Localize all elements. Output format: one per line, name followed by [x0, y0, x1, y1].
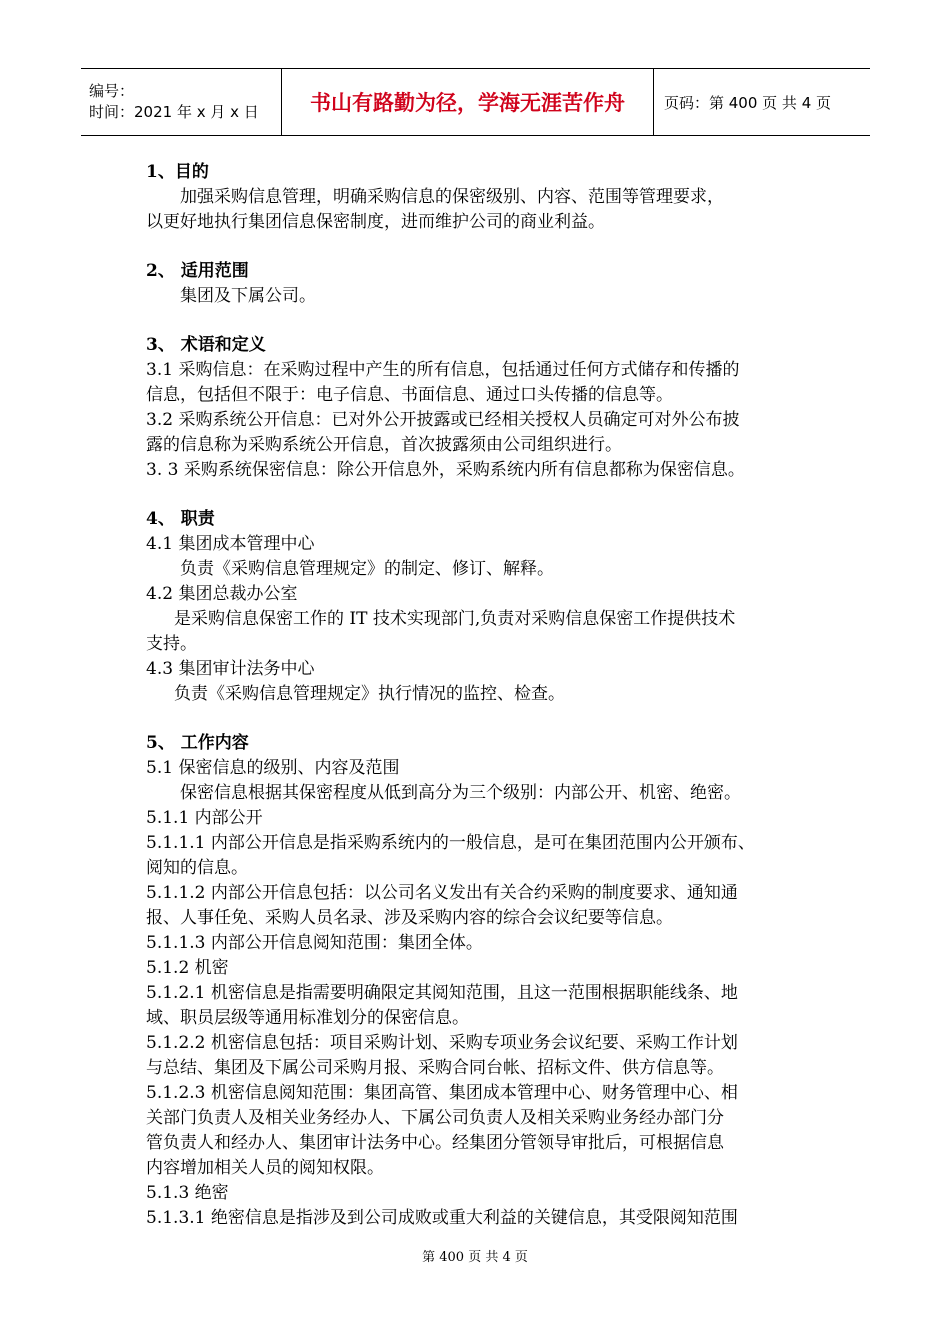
text-line: 信息，包括但不限于：电子信息、书面信息、通过口头传播的信息等。: [146, 385, 673, 405]
header-meta: [81, 69, 282, 135]
text-line: 4.1 集团成本管理中心: [146, 534, 315, 554]
text-line: 4.3 集团审计法务中心: [146, 659, 315, 679]
text-line: 保密信息根据其保密程度从低到高分为三个级别：内部公开、机密、绝密。: [180, 783, 741, 803]
text-line: 露的信息称为采购系统公开信息，首次披露须由公司组织进行。: [146, 435, 622, 455]
text-line: 5.1.1.2 内部公开信息包括：以公司名义发出有关合约采购的制度要求、通知通: [146, 883, 738, 903]
document-date: 时间：2021 年 x 月 x 日: [89, 103, 259, 121]
paragraph-gap: [146, 483, 826, 507]
text-line: 以更好地执行集团信息保密制度，进而维护公司的商业利益。: [146, 212, 605, 232]
document-body: [146, 160, 826, 1231]
text-line: 5.1.3.1 绝密信息是指涉及到公司成败或重大利益的关键信息，其受限阅知范围: [146, 1208, 738, 1228]
header-page-code: [654, 69, 870, 135]
text-line: 内容增加相关人员的阅知权限。: [146, 1158, 384, 1178]
paragraph-gap: [146, 235, 826, 259]
text-line: 4.2 集团总裁办公室: [146, 584, 298, 604]
text-line: 5.1.1.3 内部公开信息阅知范围：集团全体。: [146, 933, 483, 953]
text-line: 加强采购信息管理，明确采购信息的保密级别、内容、范围等管理要求，: [180, 187, 724, 207]
section-heading: 1、目的: [146, 162, 209, 182]
document-number-label: 编号：: [89, 82, 135, 100]
text-line: 支持。: [146, 634, 197, 654]
header-motto: [282, 69, 654, 135]
motto-text: 书山有路勤为径，学海无涯苦作舟: [310, 91, 625, 115]
text-line: 3.2 采购系统公开信息：已对外公开披露或已经相关授权人员确定可对外公布披: [146, 410, 740, 430]
page-code-text: 页码：第 400 页 共 4 页: [664, 93, 832, 112]
paragraph-gap: [146, 309, 826, 333]
text-line: 5.1.2 机密: [146, 958, 229, 978]
text-line: 管负责人和经办人、集团审计法务中心。经集团分管领导审批后，可根据信息: [146, 1133, 724, 1153]
text-line: 报、人事任免、采购人员名录、涉及采购内容的综合会议纪要等信息。: [146, 908, 673, 928]
text-line: 5.1.2.1 机密信息是指需要明确限定其阅知范围，且这一范围根据职能线条、地: [146, 983, 738, 1003]
text-line: 5.1.3 绝密: [146, 1183, 229, 1203]
text-line: 域、职员层级等通用标准划分的保密信息。: [146, 1008, 469, 1028]
text-line: 与总结、集团及下属公司采购月报、采购合同台帐、招标文件、供方信息等。: [146, 1058, 724, 1078]
paragraph-gap: [146, 707, 826, 731]
page-header: [81, 68, 870, 136]
text-line: 3.1 采购信息：在采购过程中产生的所有信息，包括通过任何方式储存和传播的: [146, 360, 740, 380]
text-line: 5.1.2.2 机密信息包括：项目采购计划、采购专项业务会议纪要、采购工作计划: [146, 1033, 738, 1053]
text-line: 5.1.1 内部公开: [146, 808, 263, 828]
text-line: 集团及下属公司。: [180, 286, 316, 306]
section-heading: 3、 术语和定义: [146, 335, 266, 355]
text-line: 5.1.1.1 内部公开信息是指采购系统内的一般信息，是可在集团范围内公开颁布、: [146, 833, 755, 853]
section-heading: 4、 职责: [146, 509, 215, 529]
text-line: 负责《采购信息管理规定》执行情况的监控、检查。: [174, 684, 565, 704]
section-heading: 5、 工作内容: [146, 733, 249, 753]
section-heading: 2、 适用范围: [146, 261, 249, 281]
text-line: 5.1 保密信息的级别、内容及范围: [146, 758, 400, 778]
text-line: 关部门负责人及相关业务经办人、下属公司负责人及相关采购业务经办部门分: [146, 1108, 724, 1128]
text-line: 负责《采购信息管理规定》的制定、修订、解释。: [180, 559, 554, 579]
text-line: 阅知的信息。: [146, 858, 248, 878]
text-line: 是采购信息保密工作的 IT 技术实现部门,负责对采购信息保密工作提供技术: [174, 609, 736, 629]
page-footer: 第 400 页 共 4 页: [422, 1250, 528, 1265]
text-line: 5.1.2.3 机密信息阅知范围：集团高管、集团成本管理中心、财务管理中心、相: [146, 1083, 738, 1103]
text-line: 3. 3 采购系统保密信息：除公开信息外，采购系统内所有信息都称为保密信息。: [146, 460, 745, 480]
